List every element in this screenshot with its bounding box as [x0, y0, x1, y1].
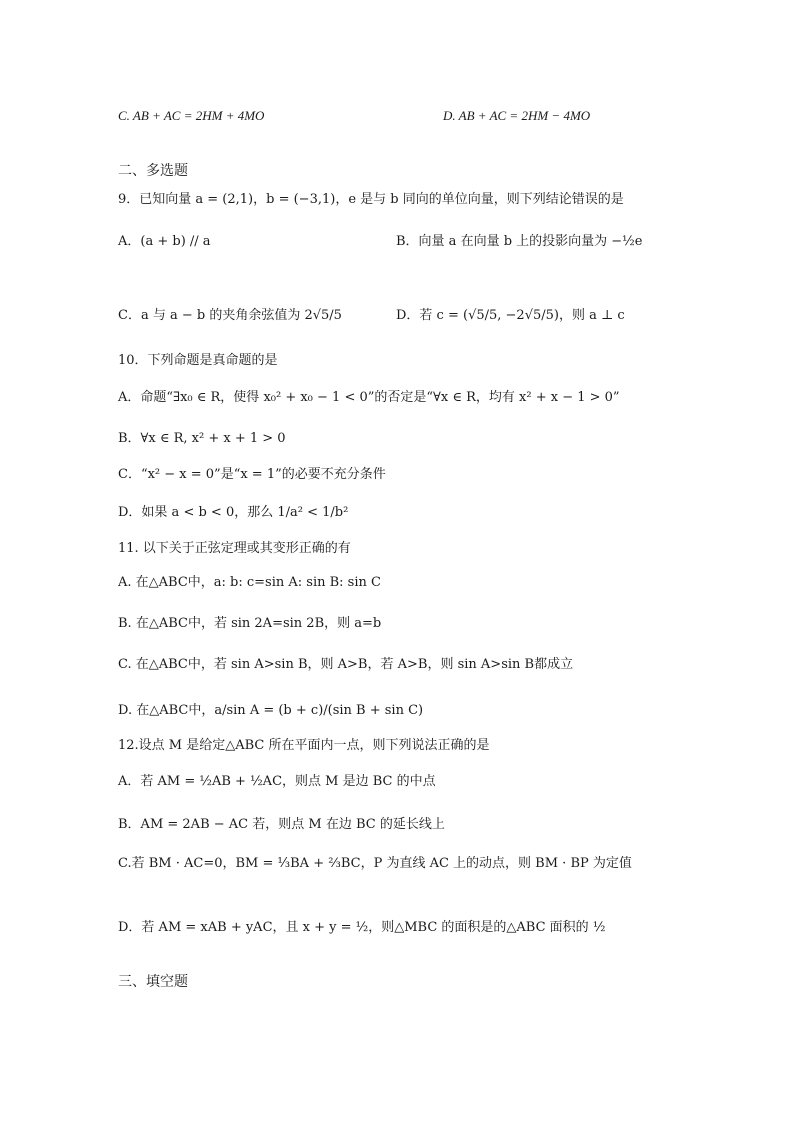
option-8d: D. AB + AC = 2HM − 4MO [443, 108, 591, 123]
option-11b: B. 在△ABC中，若 sin 2A=sin 2B，则 a=b [118, 616, 382, 631]
question-9: 9．已知向量 a = (2,1)，b = (−3,1)，e 是与 b 同向的单位向量，则下列结论错误的是 [118, 192, 624, 207]
option-12d: D．若 AM = xAB + yAC，且 x + y = ½，则△MBC 的面积是的△ABC 面积的 ½ [118, 920, 606, 935]
option-12a: A．若 AM = ½AB + ½AC，则点 M 是边 BC 的中点 [118, 774, 436, 789]
question-11: 11. 以下关于正弦定理或其变形正确的有 [118, 541, 351, 556]
option-9a: A．(a + b) // a [118, 234, 211, 249]
option-9d: D．若 c = (√5/5, −2√5/5)，则 a ⊥ c [396, 308, 625, 323]
option-10d: D．如果 a < b < 0，那么 1/a² < 1/b² [118, 505, 349, 520]
option-9b: B．向量 a 在向量 b 上的投影向量为 −½e [396, 234, 643, 249]
option-12b: B．AM = 2AB − AC 若，则点 M 在边 BC 的延长线上 [118, 817, 445, 832]
option-11c: C. 在△ABC中，若 sin A>sin B，则 A>B，若 A>B，则 sin A>sin B都成立 [118, 657, 574, 672]
section-heading-multi-choice: 二、多选题 [118, 163, 188, 179]
option-9c: C．a 与 a − b 的夹角余弦值为 2√5/5 [118, 308, 342, 323]
question-10: 10．下列命题是真命题的是 [118, 353, 278, 368]
option-11d: D. 在△ABC中，a/sin A = (b + c)/(sin B + sin C) [118, 703, 424, 718]
option-10b: B．∀x ∈ R, x² + x + 1 > 0 [118, 431, 286, 446]
option-8c: C. AB + AC = 2HM + 4MO [118, 108, 265, 123]
option-10c: C．“x² − x = 0”是“x = 1”的必要不充分条件 [118, 467, 386, 482]
question-12: 12.设点 M 是给定△ABC 所在平面内一点，则下列说法正确的是 [118, 738, 490, 753]
option-11a: A. 在△ABC中，a: b: c=sin A: sin B: sin C [118, 575, 381, 590]
section-heading-fill-in: 三、填空题 [118, 974, 188, 990]
option-10a: A．命题“∃x₀ ∈ R，使得 x₀² + x₀ − 1 < 0”的否定是“∀x ∈ R，均有 x² + x − 1 > 0” [118, 390, 620, 405]
option-12c: C.若 BM · AC=0，BM = ⅓BA + ⅔BC，P 为直线 AC 上的动点，则 BM · BP 为定值 [118, 856, 632, 871]
